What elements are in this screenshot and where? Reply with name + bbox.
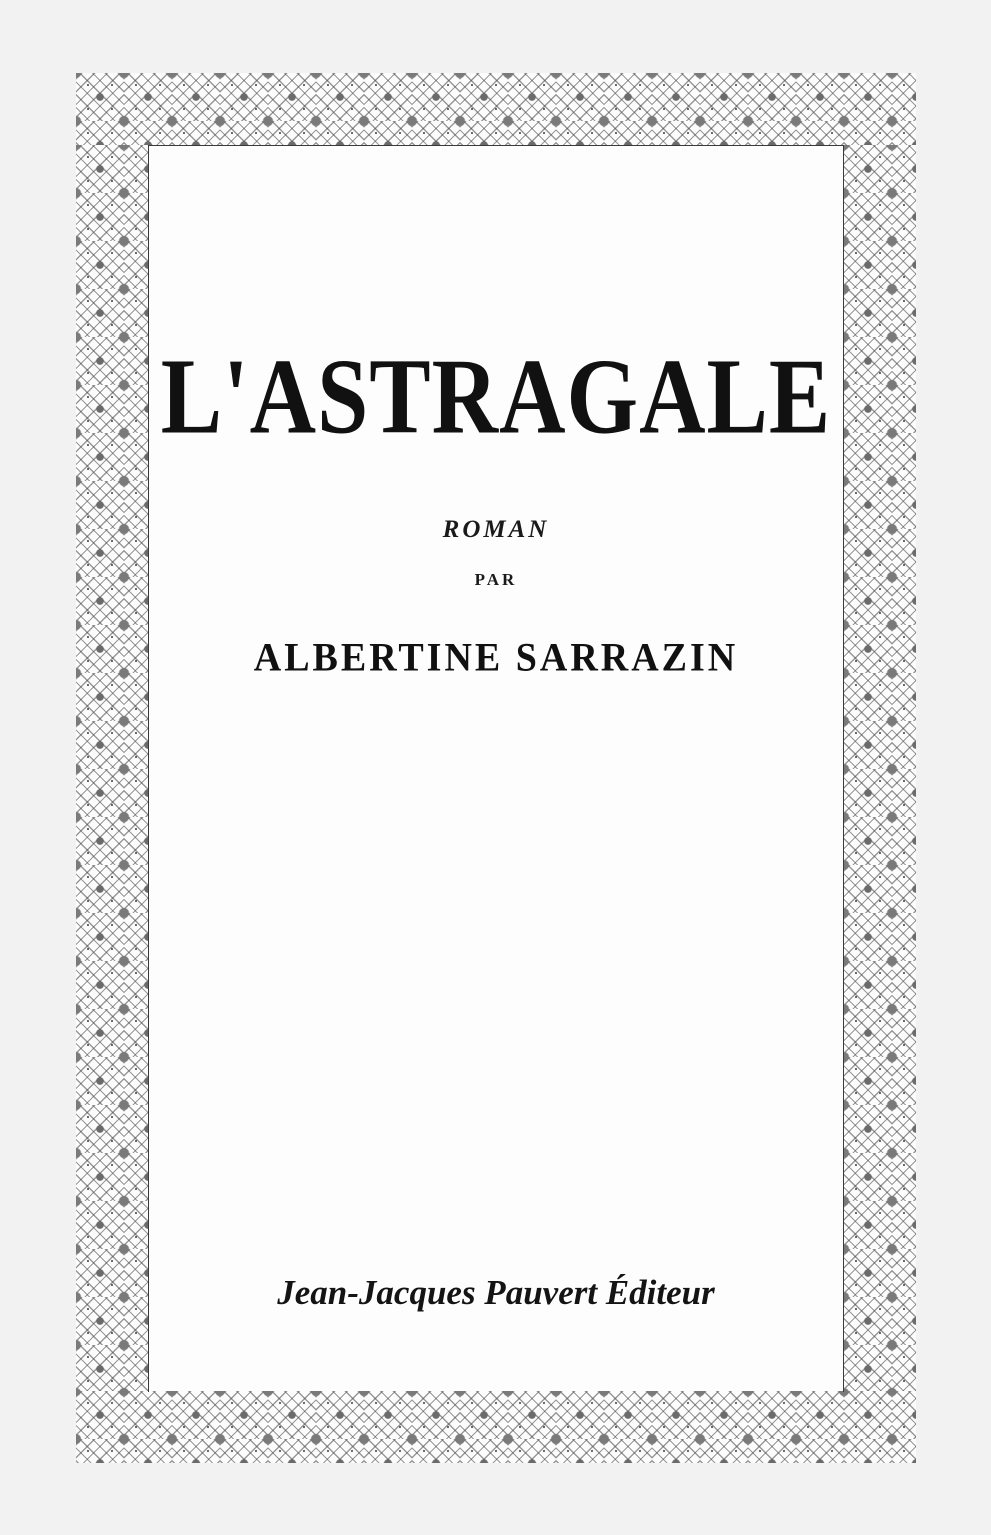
inner-rule-right <box>843 145 844 1392</box>
book-author: ALBERTINE SARRAZIN <box>253 635 739 681</box>
byline-word: PAR <box>474 570 518 589</box>
ornament-band-left <box>76 145 148 1391</box>
ornament-band-top <box>76 73 916 145</box>
book-title: L'ASTRAGALE <box>160 335 832 457</box>
ornament-band-right <box>844 145 916 1391</box>
book-genre: ROMAN <box>442 516 550 543</box>
ornament-band-bottom <box>76 1391 916 1463</box>
publisher-imprint: Jean-Jacques Pauvert Éditeur <box>277 1273 715 1312</box>
book-cover <box>76 73 916 1463</box>
title-page-text-field <box>149 146 843 1391</box>
